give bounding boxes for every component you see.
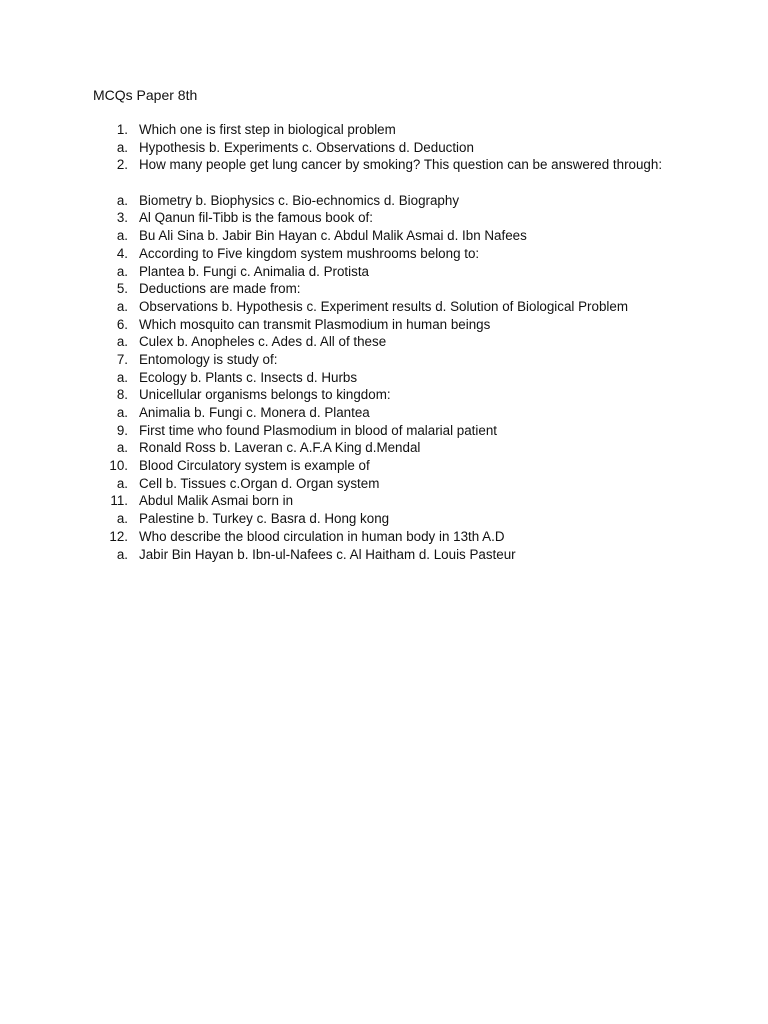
question-1: [0, 121, 768, 139]
question-10: [0, 457, 768, 475]
answer-options-text: Plantea b. Fungi c. Animalia d. Protista: [139, 263, 369, 279]
answer-options-2: [0, 192, 768, 210]
option-marker: a.: [116, 546, 128, 562]
answer-options-text: Ronald Ross b. Laveran c. A.F.A King d.Mendal: [139, 440, 421, 456]
option-marker: a.: [116, 139, 128, 155]
question-number: 11.: [110, 493, 128, 509]
answer-options-text: Palestine b. Turkey c. Basra d. Hong kong: [139, 511, 390, 527]
question-text: Which one is first step in biological problem: [139, 122, 396, 137]
question-12: [0, 528, 768, 546]
question-number: 4.: [116, 245, 128, 261]
question-text: Unicellular organisms belongs to kingdom:: [139, 387, 391, 403]
answer-options-text: Bu Ali Sina b. Jabir Bin Hayan c. Abdul Malik Asmai d. Ibn Nafees: [139, 228, 527, 244]
question-text: Who describe the blood circulation in human body in 13th A.D: [139, 528, 505, 544]
option-marker: a.: [116, 440, 128, 456]
answer-options-4: [0, 263, 768, 281]
question-text: Deductions are made from:: [139, 281, 301, 297]
answer-options-10: [0, 475, 768, 493]
question-number: 12.: [109, 528, 128, 544]
question-text: Blood Circulatory system is example of: [139, 458, 370, 474]
answer-options-3: [0, 227, 768, 245]
answer-options-text: Jabir Bin Hayan b. Ibn-ul-Nafees c. Al Haitham d. Louis Pasteur: [139, 546, 516, 562]
question-number: 2.: [116, 157, 128, 173]
answer-options-12: [0, 546, 768, 564]
option-marker: a.: [116, 263, 128, 279]
question-text: Abdul Malik Asmai born in: [139, 493, 294, 509]
answer-options-11: [0, 510, 768, 528]
answer-options-text: Cell b. Tissues c.Organ d. Organ system: [139, 475, 380, 491]
question-number: 6.: [116, 316, 128, 332]
question-7: [0, 351, 768, 369]
option-marker: a.: [116, 192, 128, 208]
answer-options-5: [0, 298, 768, 316]
question-text: Entomology is study of:: [139, 351, 278, 367]
question-text: Which mosquito can transmit Plasmodium in human beings: [139, 316, 491, 332]
answer-options-1: [0, 139, 768, 157]
question-text: Al Qanun fil-Tibb is the famous book of:: [139, 210, 373, 226]
option-marker: a.: [116, 298, 128, 314]
option-marker: a.: [116, 369, 128, 385]
answer-options-7: [0, 369, 768, 387]
answer-options-6: [0, 333, 768, 351]
question-number: 3.: [116, 210, 128, 226]
question-5: [0, 280, 768, 298]
question-number: 8.: [116, 387, 128, 403]
question-text: According to Five kingdom system mushrooms belong to:: [139, 245, 480, 261]
question-9: [0, 422, 768, 440]
question-11: [0, 492, 768, 510]
question-number: 1.: [116, 122, 128, 137]
mcq-list: [0, 121, 768, 563]
answer-options-text: Hypothesis b. Experiments c. Observations d. Deduction: [139, 139, 474, 155]
answer-options-text: Observations b. Hypothesis c. Experiment results d. Solution of Biological Problem: [139, 298, 628, 314]
question-2: [0, 156, 768, 191]
answer-options-8: [0, 404, 768, 422]
question-number: 9.: [116, 422, 128, 438]
question-8: [0, 386, 768, 404]
question-6: [0, 316, 768, 334]
question-text: First time who found Plasmodium in blood of malarial patient: [139, 422, 497, 438]
question-number: 10.: [109, 458, 128, 474]
option-marker: a.: [116, 334, 128, 350]
question-number: 5.: [116, 281, 128, 297]
option-marker: a.: [116, 405, 128, 421]
option-marker: a.: [116, 475, 128, 491]
option-marker: a.: [116, 228, 128, 244]
question-number: 7.: [116, 351, 128, 367]
answer-options-9: [0, 439, 768, 457]
question-3: [0, 209, 768, 227]
page-title: MCQs Paper 8th: [93, 87, 198, 103]
answer-options-text: Biometry b. Biophysics c. Bio-echnomics d. Biography: [139, 192, 460, 208]
question-text: How many people get lung cancer by smoking? This question can be answered through:: [139, 157, 663, 173]
question-4: [0, 245, 768, 263]
option-marker: a.: [116, 511, 128, 527]
answer-options-text: Culex b. Anopheles c. Ades d. All of these: [139, 334, 387, 350]
answer-options-text: Animalia b. Fungi c. Monera d. Plantea: [139, 405, 370, 421]
answer-options-text: Ecology b. Plants c. Insects d. Hurbs: [139, 369, 358, 385]
